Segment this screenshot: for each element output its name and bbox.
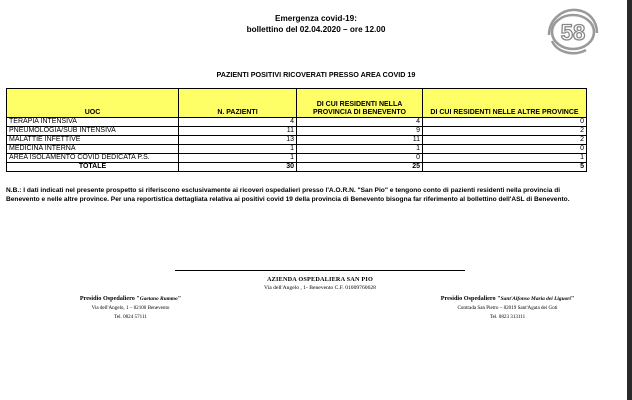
presidio-title-prefix: Presidio Ospedaliero " bbox=[440, 295, 501, 302]
table-row bbox=[7, 127, 587, 136]
hospital-footer bbox=[175, 276, 465, 291]
presidio-title bbox=[425, 295, 590, 302]
table-row bbox=[7, 136, 587, 145]
patients-cell: 1 bbox=[179, 145, 297, 154]
benevento-cell: 1 bbox=[297, 145, 423, 154]
benevento-cell: 11 bbox=[297, 136, 423, 145]
other-provinces-cell: 2 bbox=[423, 136, 587, 145]
patients-cell: 11 bbox=[179, 127, 297, 136]
presidio-title bbox=[58, 295, 203, 302]
presidio-rummo bbox=[58, 295, 203, 320]
hospital-address: Via dell'Angelo , 1- Benevento C.F. 01009760628 bbox=[264, 285, 376, 291]
benevento-cell: 4 bbox=[297, 118, 423, 127]
column-header: N. PAZIENTI bbox=[179, 89, 297, 118]
patients-cell: 1 bbox=[179, 154, 297, 163]
column-header: DI CUI RESIDENTI NELLA PROVINCIA DI BENEVENTO bbox=[297, 89, 423, 118]
footer-divider bbox=[175, 270, 465, 271]
uoc-cell: PNEUMOLOGIA/SUB INTENSIVA bbox=[7, 127, 179, 136]
header-date: bollettino del 02.04.2020 – ore 12.00 bbox=[246, 25, 386, 34]
total-other-provinces: 5 bbox=[423, 163, 587, 172]
patients-table bbox=[6, 88, 587, 172]
patients-cell: 4 bbox=[179, 118, 297, 127]
total-row bbox=[7, 163, 587, 172]
total-patients: 30 bbox=[179, 163, 297, 172]
uoc-cell: MEDICINA INTERNA bbox=[7, 145, 179, 154]
total-label: TOTALE bbox=[7, 163, 179, 172]
presidio-title-prefix: Presidio Ospedaliero " bbox=[79, 295, 140, 302]
presidio-address: Via dell'Angelo, 1 – 82100 Benevento bbox=[91, 305, 170, 311]
presidio-address: Contrada San Pietro – 82019 Sant'Agata dei Goti bbox=[457, 305, 558, 311]
presidio-liguori bbox=[425, 295, 590, 320]
uoc-cell: TERAPIA INTENSIVA bbox=[7, 118, 179, 127]
window-edge bbox=[627, 0, 632, 400]
other-provinces-cell: 0 bbox=[423, 145, 587, 154]
table-row bbox=[7, 118, 587, 127]
table-row bbox=[7, 154, 587, 163]
section-title: PAZIENTI POSITIVI RICOVERATI PRESSO AREA COVID 19 bbox=[216, 70, 416, 79]
bulletin-header bbox=[0, 13, 632, 35]
presidio-title-suffix: " bbox=[570, 295, 575, 302]
table-header-row bbox=[7, 89, 587, 118]
logo-number: 58 bbox=[560, 20, 586, 45]
presidio-title-suffix: " bbox=[177, 295, 182, 302]
presidio-phone: Tel. 0824 57111 bbox=[114, 314, 147, 320]
header-title: Emergenza covid-19: bbox=[275, 14, 357, 23]
presidio-title-name: Gaetano Rummo bbox=[139, 296, 178, 302]
other-provinces-cell: 2 bbox=[423, 127, 587, 136]
benevento-cell: 0 bbox=[297, 154, 423, 163]
other-provinces-cell: 0 bbox=[423, 118, 587, 127]
column-header: UOC bbox=[7, 89, 179, 118]
hospital-name: AZIENDA OSPEDALIERA SAN PIO bbox=[267, 276, 373, 283]
table-row bbox=[7, 145, 587, 154]
uoc-cell: MALATTIE INFETTIVE bbox=[7, 136, 179, 145]
other-provinces-cell: 1 bbox=[423, 154, 587, 163]
presidio-phone: Tel. 0823 313111 bbox=[489, 314, 526, 320]
presidio-title-name: Sant'Alfonso Maria dei Liguori bbox=[500, 296, 571, 302]
total-benevento: 25 bbox=[297, 163, 423, 172]
uoc-cell: AREA ISOLAMENTO COVID DEDICATA P.S. bbox=[7, 154, 179, 163]
channel-58-logo bbox=[543, 5, 601, 57]
benevento-cell: 9 bbox=[297, 127, 423, 136]
footnote: N.B.: I dati indicati nel presente prospetto si riferiscono esclusivamente ai ricoveri ospedalieri presso l'A.O.R.N. "San Pio" e tengono conto di pazienti residenti nella provincia di Benevento e nelle altre province. Per una reportistica dettagliata relativa ai positivi covid 19 della provincia di Benevento bisogna far riferimento al bollettino dell'ASL di Benevento. bbox=[6, 187, 570, 203]
column-header: DI CUI RESIDENTI NELLE ALTRE PROVINCE bbox=[423, 89, 587, 118]
patients-cell: 13 bbox=[179, 136, 297, 145]
